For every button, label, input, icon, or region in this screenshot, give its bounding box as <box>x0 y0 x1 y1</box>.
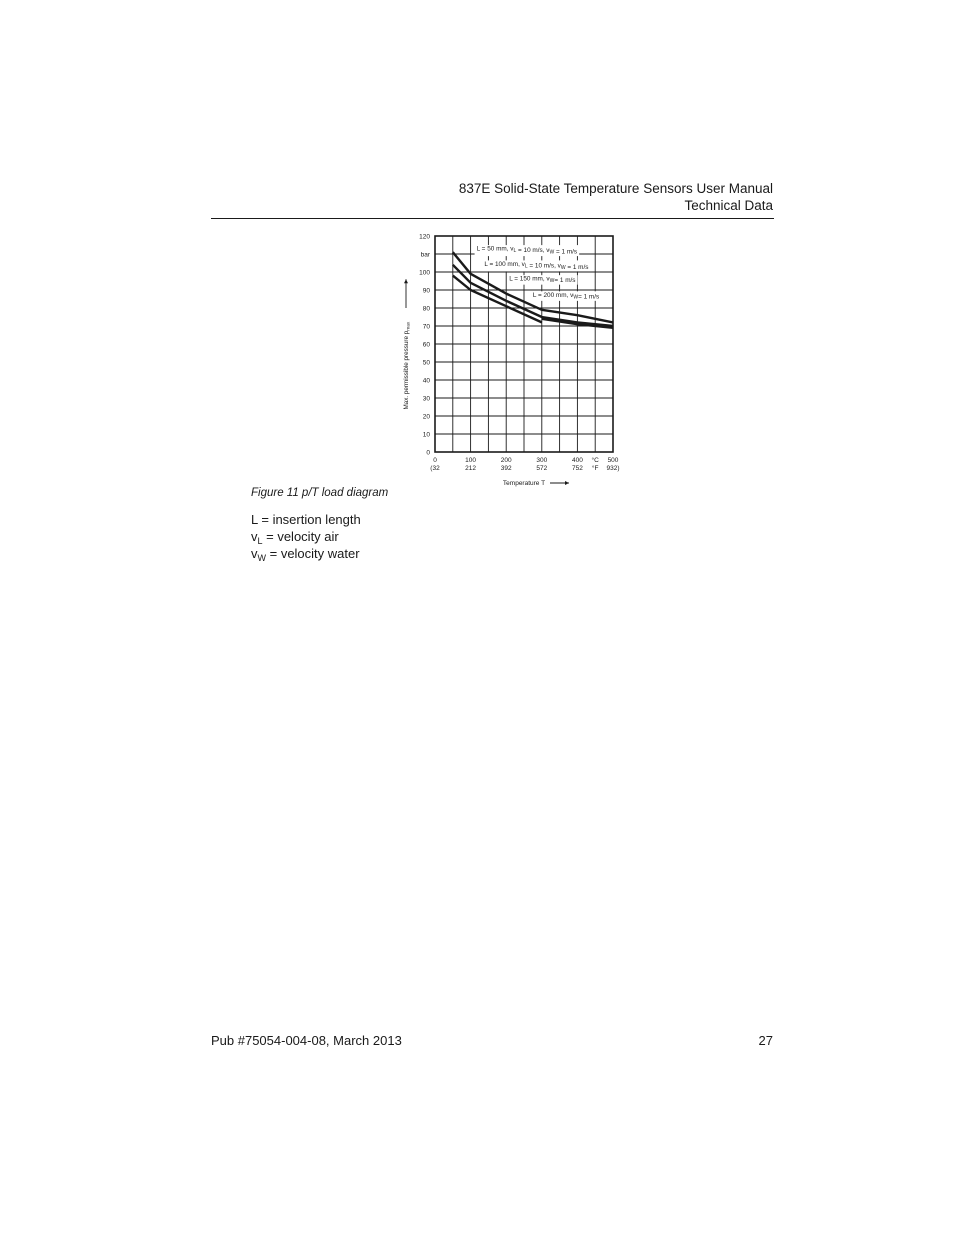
y-tick-label: 40 <box>422 377 430 385</box>
series-label-3: L = 150 mm, $v_W= 1$ m/s <box>509 275 576 285</box>
x-axis-arrow-head <box>565 481 569 485</box>
x-tick-label-fahrenheit: 752 <box>571 465 583 472</box>
footer-publication: Pub #75054-004-08, March 2013 <box>211 1033 402 1048</box>
series-label-1: L = 50 mm, $v_L = 10$ m/s, $v_W = 1$ m/s <box>476 245 578 256</box>
legend-vw-text: = velocity water <box>266 546 360 561</box>
y-tick-label: 0 <box>426 449 430 457</box>
y-tick-label: 70 <box>422 323 430 331</box>
x-tick-label-celsius: 500 <box>607 457 619 464</box>
x-tick-label-fahrenheit: 572 <box>536 465 548 472</box>
x-tick-label-fahrenheit: (32 <box>430 465 440 472</box>
y-tick-label: 120 <box>419 233 430 241</box>
legend-velocity-air <box>251 528 339 545</box>
y-tick-label: 60 <box>422 341 430 349</box>
legend-velocity-water <box>251 545 360 562</box>
y-tick-label: 30 <box>422 395 430 403</box>
figure-caption: Figure 11 p/T load diagram <box>251 487 389 499</box>
legend-vw-symbol: v <box>251 546 258 561</box>
legend-insertion-length: L = insertion length <box>251 512 361 527</box>
y-tick-label: 10 <box>422 431 430 439</box>
legend-vw-sub: W <box>257 553 266 563</box>
series-label-2: L = 100 mm, $v_L = 10$ m/s, $v_W = 1$ m/s <box>484 260 589 271</box>
y-unit-label: bar <box>420 251 430 259</box>
legend-vl-text: = velocity air <box>262 529 339 544</box>
y-tick-label: 80 <box>422 305 430 313</box>
x-unit-fahrenheit: °F <box>591 465 599 472</box>
header-rule <box>211 218 774 219</box>
x-tick-label-celsius: 300 <box>536 457 548 464</box>
x-tick-label-celsius: 0 <box>433 457 437 464</box>
footer-page-number: 27 <box>758 1033 773 1048</box>
x-tick-label-celsius: 100 <box>465 457 477 464</box>
pt-load-chart <box>395 226 635 488</box>
y-tick-label: 90 <box>422 287 430 295</box>
y-tick-label: 100 <box>419 269 430 277</box>
legend-vl-sub: L <box>257 536 263 546</box>
x-tick-label-fahrenheit: 212 <box>465 465 477 472</box>
legend-vl-symbol: v <box>251 529 258 544</box>
y-axis-label: Max. permissible pressure $p_{max}$ <box>403 321 412 410</box>
x-tick-label-fahrenheit: 392 <box>500 465 512 472</box>
y-tick-label: 50 <box>422 359 430 367</box>
header-title: 837E Solid-State Temperature Sensors User Manual <box>458 181 773 196</box>
x-unit-celsius: °C <box>591 457 599 464</box>
x-tick-label-fahrenheit: 932) <box>606 465 620 472</box>
x-axis-label: Temperature T <box>502 480 546 487</box>
series-label-4: L = 200 mm, $v_W= 1$ m/s <box>532 291 600 301</box>
y-axis-arrow-head <box>404 279 408 283</box>
x-tick-label-celsius: 400 <box>571 457 583 464</box>
header-section: Technical Data <box>684 198 773 213</box>
y-tick-label: 20 <box>422 413 430 421</box>
x-tick-label-celsius: 200 <box>500 457 512 464</box>
